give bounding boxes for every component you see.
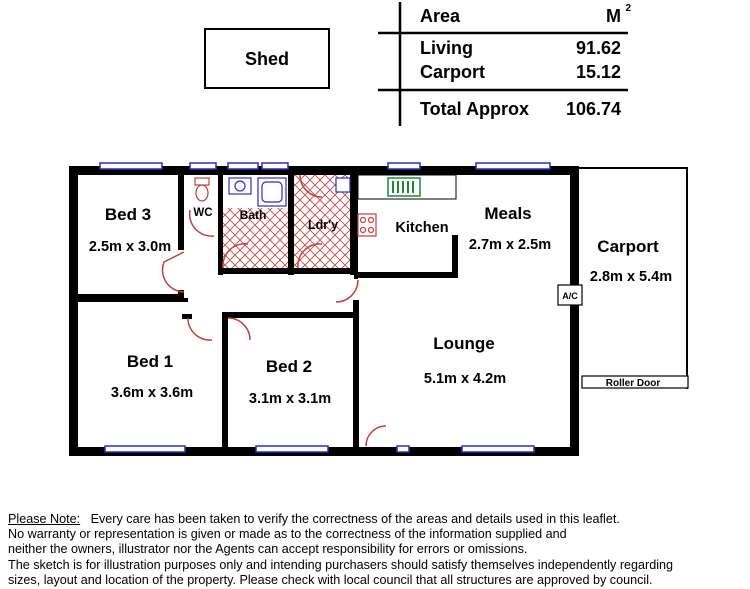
room-name-bath: Bath (239, 208, 267, 222)
door-swing (336, 280, 358, 302)
window (388, 163, 420, 169)
room-size-bed3: 2.5m x 3.0m (88, 239, 172, 255)
trough-icon (336, 178, 350, 192)
disclaimer-text: Every care has been taken to verify the correctness of the areas and details used in this leaflet. (90, 512, 620, 526)
area-total-value: 106.74 (565, 99, 621, 119)
disclaimer-line: neither the owners, illustrator nor the Agents can accept responsibility for errors or omissions. (8, 542, 528, 557)
room-size-bed2: 3.1m x 3.1m (248, 391, 332, 407)
area-header-unit: M (606, 6, 621, 26)
room-size-bed1: 3.6m x 3.6m (110, 385, 194, 401)
room-name-kitchen: Kitchen (395, 220, 449, 236)
door-swing (188, 318, 212, 340)
toilet-icon (195, 178, 209, 201)
room-name-bed1: Bed 1 (126, 352, 174, 371)
window (476, 163, 550, 169)
shed (205, 29, 329, 88)
window (262, 163, 288, 169)
disclaimer-heading: Please Note: (8, 512, 81, 526)
room-size-meals: 2.7m x 2.5m (468, 237, 552, 253)
area-header-unit-sup: 2 (625, 3, 631, 14)
window (228, 163, 258, 169)
room-size-carport: 2.8m x 5.4m (589, 269, 673, 285)
bathtub-icon (258, 178, 286, 206)
disclaimer-line: No warranty or representation is given or made as to the correctness of the information supplied and (8, 527, 567, 542)
area-row-label: Carport (420, 62, 486, 82)
window (105, 446, 185, 452)
door-swing (366, 426, 386, 446)
window (462, 446, 534, 452)
room-name-laundry: Ldr'y (307, 218, 339, 232)
basin-icon (229, 178, 251, 194)
room-name-bed3: Bed 3 (104, 205, 152, 224)
window (100, 163, 162, 169)
room-name-lounge: Lounge (433, 334, 495, 353)
room-name-bed2: Bed 2 (265, 357, 313, 376)
area-total-label: Total Approx (420, 99, 529, 119)
roller-door-label: Roller Door (605, 378, 661, 389)
ac-label: A/C (562, 291, 578, 301)
disclaimer-line: The sketch is for illustration purposes only and intending purchasers should satisfy themselves independently regarding (8, 557, 674, 572)
disclaimer-line (8, 512, 750, 527)
shed-label: Shed (244, 49, 290, 69)
cooktop-icon (358, 214, 376, 236)
area-row-value: 15.12 (575, 62, 621, 82)
area-row-label: Living (420, 38, 473, 58)
room-size-lounge: 5.1m x 4.2m (423, 371, 507, 387)
room-name-wc: WC (193, 207, 213, 219)
room-name-meals: Meals (484, 204, 532, 223)
room-name-carport: Carport (597, 237, 659, 256)
disclaimer (8, 512, 750, 588)
door-swing (228, 318, 250, 340)
disclaimer-line: sizes, layout and location of the property. Please check with local council that all structures are approved by council. (8, 572, 653, 587)
window (190, 163, 216, 169)
sink-icon (388, 178, 420, 196)
area-row-value: 91.62 (575, 38, 621, 58)
window (397, 446, 409, 452)
area-header-label: Area (420, 6, 461, 26)
door-swing (162, 252, 184, 292)
window (256, 446, 328, 452)
